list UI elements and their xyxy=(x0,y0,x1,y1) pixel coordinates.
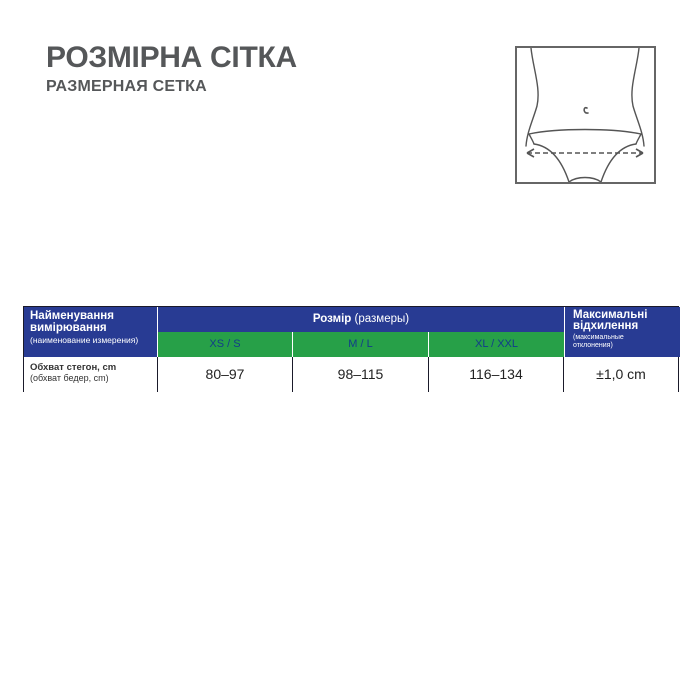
size-header xyxy=(158,307,564,332)
size-m-l: M / L xyxy=(293,332,429,357)
torso-left-outline xyxy=(526,48,538,146)
measurement-name-header-line2: вимірювання xyxy=(30,322,107,334)
page-subtitle: РАЗМЕРНАЯ СЕТКА xyxy=(46,78,207,95)
size-table xyxy=(23,306,679,392)
hip-girth-label: Обхват стегон, cm xyxy=(30,362,117,373)
underwear-left-leg xyxy=(534,144,569,182)
underwear-waistband xyxy=(529,130,641,135)
measurement-name-header xyxy=(24,307,158,357)
navel xyxy=(584,108,588,113)
size-xs-s: XS / S xyxy=(158,332,293,357)
table-row-name xyxy=(24,357,158,392)
measurement-name-header-line1: Найменування xyxy=(30,310,114,322)
hip-measurement-figure xyxy=(515,46,656,184)
hip-girth-label-ru: (обхват бедер, cm) xyxy=(30,373,109,383)
deviation-value: ±1,0 cm xyxy=(564,357,678,392)
max-deviation-header-line1: Максимальні xyxy=(573,309,648,321)
value-xs-s: 80–97 xyxy=(158,357,293,392)
measurement-name-header-line3: (наименование измерения) xyxy=(30,335,139,345)
size-header-normal: (размеры) xyxy=(351,313,410,325)
max-deviation-header-line3a: (максимальные xyxy=(573,334,624,341)
max-deviation-header xyxy=(564,307,680,357)
max-deviation-header-line3b: отклонения) xyxy=(573,342,613,349)
max-deviation-header-line2: відхилення xyxy=(573,320,639,332)
page-title: РОЗМІРНА СІТКА xyxy=(46,41,297,74)
size-xl-xxl: XL / XXL xyxy=(429,332,564,357)
torso-right-outline xyxy=(632,48,644,146)
value-m-l: 98–115 xyxy=(293,357,429,392)
value-xl-xxl: 116–134 xyxy=(429,357,564,392)
hip-measurement-icon xyxy=(517,48,654,182)
underwear-right-leg xyxy=(601,144,636,182)
size-header-bold: Розмір xyxy=(312,313,352,325)
